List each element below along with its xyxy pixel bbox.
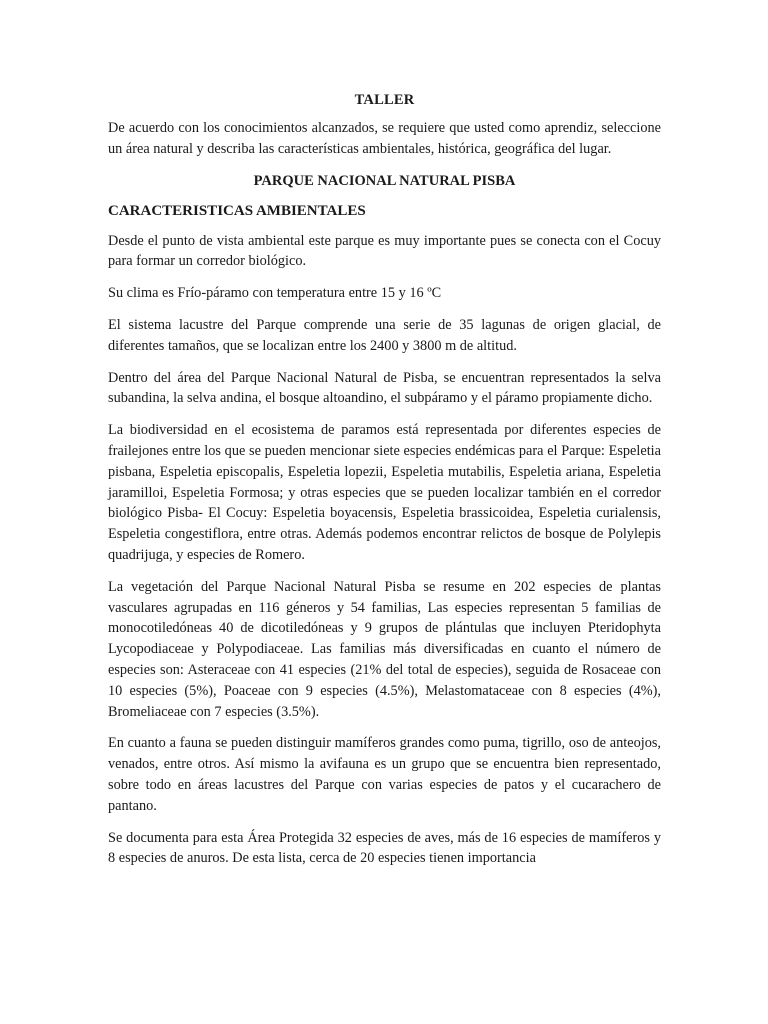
park-title: PARQUE NACIONAL NATURAL PISBA xyxy=(253,172,516,189)
paragraph-especies: Se documenta para esta Área Protegida 32 especies de aves, más de 16 especies de mamíferos y 8 especies de anuros. De esta lista, cerca de 20 especies tienen importancia xyxy=(108,829,661,867)
paragraph-corredor: Desde el punto de vista ambiental este parque es muy importante pues se conecta con el Cocuy para formar un corredor biológico. xyxy=(108,232,661,270)
intro-paragraph: De acuerdo con los conocimientos alcanzados, se requiere que usted como aprendiz, seleccione un área natural y describa las características ambientales, histórica, geográfica del lugar. xyxy=(108,120,661,157)
paragraph-lagunas: El sistema lacustre del Parque comprende una serie de 35 lagunas de origen glacial, de diferentes tamaños, que se localizan entre los 2400 y 3800 m de altitud. xyxy=(108,316,661,354)
section-heading: CARACTERISTICAS AMBIENTALES xyxy=(108,202,366,219)
paragraph-vegetacion: La vegetación del Parque Nacional Natural Pisba se resume en 202 especies de plantas vasculares agrupadas en 116 géneros y 54 familias, Las especies representan 5 familias de monocotiledóneas 40 de dicotiledóneas y 9 grupos de plántulas que incluyen Pteridophyta Lycopodiaceae y Polypodiaceae. Las familias más diversificadas en cuanto el número de especies son: Asteraceae con 41 especies (21% del total de especies), seguida de Rosaceae con 10 especies (5%), Poaceae con 9 especies (4.5%), Melastomataceae con 8 especies (4%), Bromeliaceae con 7 especies (3.5%). xyxy=(108,578,661,720)
paragraph-biodiversidad: La biodiversidad en el ecosistema de paramos está representada por diferentes especies de frailejones entre los que se pueden mencionar siete especies endémicas para el Parque: Espeletia pisbana, Espeletia episcopalis, Espeletia lopezii, Espeletia mutabilis, Espeletia ariana, Espeletia jaramilloi, Espeletia Formosa; y otras especies que se pueden localizar también en el corredor biológico Pisba- El Cocuy: Espeletia boyacensis, Espeletia brassicoidea, Espeletia curialensis, Espeletia congestiflora, entre otras. Además podemos encontrar relictos de bosque de Polylepis quadrijuga, y especies de Romero. xyxy=(108,422,661,563)
paragraph-clima: Su clima es Frío-páramo con temperatura entre 15 y 16 ºC xyxy=(108,285,442,302)
paragraph-ecosistemas: Dentro del área del Parque Nacional Natural de Pisba, se encuentran representados la selva subandina, la selva andina, el bosque altoandino, el subpáramo y el páramo propiamente dicho. xyxy=(108,369,661,407)
paragraph-fauna: En cuanto a fauna se pueden distinguir mamíferos grandes como puma, tigrillo, oso de anteojos, venados, entre otros. Así mismo la avifauna es un grupo que se encuentra bien representado, sobre todo en áreas lacustres del Parque con varias especies de patos y el cucarachero de pantano. xyxy=(108,735,661,814)
document-page xyxy=(108,90,661,880)
document-title: TALLER xyxy=(354,92,415,108)
